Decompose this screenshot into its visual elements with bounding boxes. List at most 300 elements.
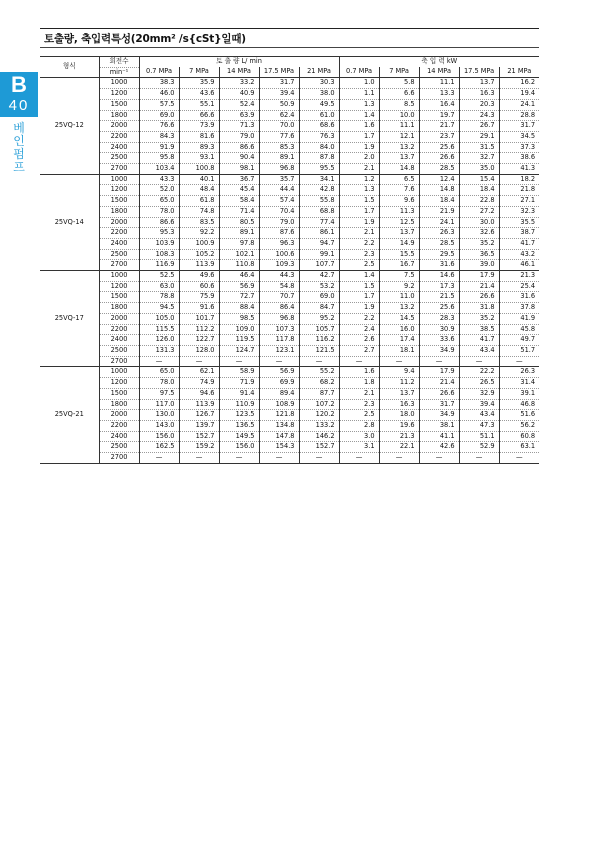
power-cell: 26.6 bbox=[419, 153, 459, 164]
power-cell: 6.6 bbox=[379, 89, 419, 100]
power-cell: 11.1 bbox=[379, 121, 419, 132]
power-cell: 16.3 bbox=[459, 89, 499, 100]
not-available-dash: — bbox=[475, 453, 483, 462]
rpm-cell: 2000 bbox=[99, 217, 139, 228]
power-cell: 17.4 bbox=[379, 335, 419, 346]
power-cell: 43.2 bbox=[499, 249, 539, 260]
discharge-cell: 34.1 bbox=[299, 174, 339, 185]
discharge-cell: 147.8 bbox=[259, 431, 299, 442]
discharge-cell: 72.7 bbox=[219, 292, 259, 303]
power-cell: 26.6 bbox=[459, 292, 499, 303]
power-cell: 26.3 bbox=[499, 367, 539, 378]
power-cell: 2.5 bbox=[339, 410, 379, 421]
discharge-cell: 76.3 bbox=[299, 131, 339, 142]
section-label-char: 프 bbox=[13, 160, 25, 174]
power-cell: 26.3 bbox=[419, 228, 459, 239]
discharge-cell: 86.6 bbox=[219, 142, 259, 153]
discharge-cell: 93.1 bbox=[179, 153, 219, 164]
power-cell: 26.5 bbox=[459, 378, 499, 389]
power-cell: 28.3 bbox=[419, 313, 459, 324]
table-row bbox=[40, 110, 539, 121]
rpm-cell: 2700 bbox=[99, 164, 139, 175]
not-available-dash: — bbox=[475, 356, 483, 365]
power-cell: 19.7 bbox=[419, 110, 459, 121]
power-cell: 45.8 bbox=[499, 324, 539, 335]
discharge-cell: 136.5 bbox=[219, 420, 259, 431]
table-row bbox=[40, 78, 539, 89]
not-available-dash: — bbox=[395, 356, 403, 365]
discharge-cell: 131.3 bbox=[139, 345, 179, 356]
discharge-cell: 55.1 bbox=[179, 99, 219, 110]
discharge-cell: 119.5 bbox=[219, 335, 259, 346]
power-cell: 51.1 bbox=[459, 431, 499, 442]
discharge-cell: 120.2 bbox=[299, 410, 339, 421]
power-cell: 1.9 bbox=[339, 217, 379, 228]
power-cell: 18.2 bbox=[499, 174, 539, 185]
discharge-cell: 89.1 bbox=[219, 228, 259, 239]
not-available-dash: — bbox=[195, 453, 203, 462]
power-cell: 21.9 bbox=[419, 206, 459, 217]
power-cell: 29.1 bbox=[459, 131, 499, 142]
power-cell: 21.7 bbox=[419, 121, 459, 132]
power-cell: 20.3 bbox=[459, 99, 499, 110]
discharge-cell: 96.8 bbox=[259, 313, 299, 324]
power-cell: 46.1 bbox=[499, 260, 539, 271]
power-cell: 25.6 bbox=[419, 303, 459, 314]
rpm-cell: 1800 bbox=[99, 303, 139, 314]
not-available-dash: — bbox=[155, 356, 163, 365]
page-title: 토출량, 축입력특성(20mm² /s{cSt}일때) bbox=[44, 33, 246, 45]
rpm-cell: 2500 bbox=[99, 442, 139, 453]
pressure-header: 0.7 MPa bbox=[139, 67, 179, 78]
discharge-cell: 159.2 bbox=[179, 442, 219, 453]
discharge-cell: 33.2 bbox=[219, 78, 259, 89]
not-available-dash: — bbox=[155, 453, 163, 462]
discharge-cell: 74.8 bbox=[179, 206, 219, 217]
power-cell: 14.6 bbox=[419, 271, 459, 282]
table-row bbox=[40, 271, 539, 282]
rpm-cell: 1500 bbox=[99, 196, 139, 207]
power-cell: 1.0 bbox=[339, 78, 379, 89]
discharge-cell: 91.4 bbox=[219, 388, 259, 399]
discharge-cell: 31.7 bbox=[259, 78, 299, 89]
discharge-cell: 89.1 bbox=[259, 153, 299, 164]
power-cell: 15.4 bbox=[459, 174, 499, 185]
discharge-cell: 81.6 bbox=[179, 131, 219, 142]
table-row bbox=[40, 153, 539, 164]
discharge-cell: 44.3 bbox=[259, 271, 299, 282]
discharge-cell: 46.4 bbox=[219, 271, 259, 282]
table-row bbox=[40, 410, 539, 421]
discharge-cell: 99.1 bbox=[299, 249, 339, 260]
power-cell: 2.2 bbox=[339, 313, 379, 324]
power-cell: 13.7 bbox=[459, 78, 499, 89]
power-cell: 16.0 bbox=[379, 324, 419, 335]
power-cell: 52.9 bbox=[459, 442, 499, 453]
power-cell bbox=[379, 356, 419, 367]
pressure-header: 21 MPa bbox=[499, 67, 539, 78]
power-cell: 31.7 bbox=[499, 121, 539, 132]
table-row bbox=[40, 431, 539, 442]
discharge-cell bbox=[139, 356, 179, 367]
discharge-cell: 40.9 bbox=[219, 89, 259, 100]
discharge-cell: 112.2 bbox=[179, 324, 219, 335]
discharge-cell: 94.5 bbox=[139, 303, 179, 314]
model-cell: 25VQ-14 bbox=[40, 174, 99, 270]
power-cell: 18.4 bbox=[419, 196, 459, 207]
table-row bbox=[40, 442, 539, 453]
discharge-cell: 70.4 bbox=[259, 206, 299, 217]
table-row bbox=[40, 121, 539, 132]
discharge-cell: 42.7 bbox=[299, 271, 339, 282]
power-cell: 1.5 bbox=[339, 196, 379, 207]
discharge-cell: 46.0 bbox=[139, 89, 179, 100]
power-cell: 2.4 bbox=[339, 324, 379, 335]
power-cell: 51.7 bbox=[499, 345, 539, 356]
discharge-cell: 63.0 bbox=[139, 281, 179, 292]
power-cell: 5.8 bbox=[379, 78, 419, 89]
discharge-cell: 43.3 bbox=[139, 174, 179, 185]
power-cell: 24.1 bbox=[419, 217, 459, 228]
power-cell: 23.7 bbox=[419, 131, 459, 142]
rpm-cell: 2500 bbox=[99, 345, 139, 356]
header-row-2 bbox=[40, 67, 539, 78]
power-cell: 1.7 bbox=[339, 206, 379, 217]
discharge-cell: 69.0 bbox=[299, 292, 339, 303]
discharge-cell: 156.0 bbox=[219, 442, 259, 453]
section-label-char: 베 bbox=[13, 121, 25, 135]
rpm-cell: 1000 bbox=[99, 367, 139, 378]
power-cell: 1.2 bbox=[339, 174, 379, 185]
discharge-cell: 146.2 bbox=[299, 431, 339, 442]
discharge-cell: 107.3 bbox=[259, 324, 299, 335]
header-row-1 bbox=[40, 57, 539, 68]
power-cell: 2.3 bbox=[339, 399, 379, 410]
table-row bbox=[40, 367, 539, 378]
discharge-cell: 95.3 bbox=[139, 228, 179, 239]
discharge-cell: 71.3 bbox=[219, 121, 259, 132]
discharge-cell: 79.0 bbox=[259, 217, 299, 228]
discharge-cell: 50.9 bbox=[259, 99, 299, 110]
power-cell: 33.6 bbox=[419, 335, 459, 346]
power-cell bbox=[379, 453, 419, 464]
discharge-cell: 116.2 bbox=[299, 335, 339, 346]
discharge-cell: 70.7 bbox=[259, 292, 299, 303]
power-cell: 31.6 bbox=[419, 260, 459, 271]
rpm-cell: 2000 bbox=[99, 410, 139, 421]
power-cell: 26.7 bbox=[459, 121, 499, 132]
title-bottom-rule bbox=[40, 47, 539, 48]
discharge-cell: 43.6 bbox=[179, 89, 219, 100]
discharge-cell: 57.4 bbox=[259, 196, 299, 207]
power-cell: 16.4 bbox=[419, 99, 459, 110]
discharge-cell: 116.9 bbox=[139, 260, 179, 271]
pressure-header: 14 MPa bbox=[219, 67, 259, 78]
discharge-cell: 79.0 bbox=[219, 131, 259, 142]
discharge-cell: 35.9 bbox=[179, 78, 219, 89]
power-cell: 29.5 bbox=[419, 249, 459, 260]
rpm-cell: 1000 bbox=[99, 78, 139, 89]
rpm-unit-header: min⁻¹ bbox=[99, 67, 139, 78]
table-row bbox=[40, 303, 539, 314]
power-cell: 13.2 bbox=[379, 142, 419, 153]
discharge-cell: 105.2 bbox=[179, 249, 219, 260]
discharge-cell: 36.7 bbox=[219, 174, 259, 185]
pressure-header: 7 MPa bbox=[379, 67, 419, 78]
table-row bbox=[40, 174, 539, 185]
rpm-cell: 2700 bbox=[99, 356, 139, 367]
power-cell: 41.7 bbox=[499, 238, 539, 249]
discharge-cell: 75.9 bbox=[179, 292, 219, 303]
table-row bbox=[40, 206, 539, 217]
power-cell: 30.9 bbox=[419, 324, 459, 335]
rpm-cell: 1200 bbox=[99, 281, 139, 292]
rpm-cell: 2500 bbox=[99, 249, 139, 260]
power-cell: 10.0 bbox=[379, 110, 419, 121]
discharge-cell: 152.7 bbox=[299, 442, 339, 453]
discharge-cell: 55.2 bbox=[299, 367, 339, 378]
power-cell bbox=[459, 453, 499, 464]
discharge-cell: 103.4 bbox=[139, 164, 179, 175]
table-row bbox=[40, 228, 539, 239]
discharge-cell: 76.6 bbox=[139, 121, 179, 132]
rpm-cell: 2200 bbox=[99, 324, 139, 335]
table-row bbox=[40, 324, 539, 335]
power-cell: 17.3 bbox=[419, 281, 459, 292]
power-cell bbox=[419, 453, 459, 464]
discharge-cell: 61.8 bbox=[179, 196, 219, 207]
power-cell: 39.4 bbox=[459, 399, 499, 410]
discharge-cell: 53.2 bbox=[299, 281, 339, 292]
discharge-cell: 152.7 bbox=[179, 431, 219, 442]
discharge-cell: 55.8 bbox=[299, 196, 339, 207]
power-cell: 35.2 bbox=[459, 313, 499, 324]
power-cell bbox=[499, 356, 539, 367]
power-cell: 32.3 bbox=[499, 206, 539, 217]
power-cell: 47.3 bbox=[459, 420, 499, 431]
power-cell bbox=[339, 356, 379, 367]
spec-table bbox=[40, 56, 539, 464]
discharge-cell bbox=[259, 453, 299, 464]
power-cell: 2.1 bbox=[339, 228, 379, 239]
power-cell: 9.2 bbox=[379, 281, 419, 292]
power-cell: 21.4 bbox=[419, 378, 459, 389]
not-available-dash: — bbox=[235, 356, 243, 365]
power-cell: 27.1 bbox=[499, 196, 539, 207]
discharge-cell: 109.0 bbox=[219, 324, 259, 335]
power-cell: 18.1 bbox=[379, 345, 419, 356]
power-cell: 1.4 bbox=[339, 271, 379, 282]
discharge-cell: 44.4 bbox=[259, 185, 299, 196]
discharge-cell: 56.9 bbox=[259, 367, 299, 378]
discharge-group-header: 토 출 량 L/ min bbox=[139, 57, 339, 68]
power-cell: 25.6 bbox=[419, 142, 459, 153]
power-cell: 1.5 bbox=[339, 281, 379, 292]
section-label-vertical bbox=[12, 122, 26, 174]
table-row bbox=[40, 164, 539, 175]
page-number: 40 bbox=[8, 97, 30, 114]
discharge-cell: 117.8 bbox=[259, 335, 299, 346]
discharge-cell: 113.9 bbox=[179, 399, 219, 410]
not-available-dash: — bbox=[435, 453, 443, 462]
discharge-cell: 113.9 bbox=[179, 260, 219, 271]
discharge-cell: 115.5 bbox=[139, 324, 179, 335]
discharge-cell: 100.9 bbox=[179, 238, 219, 249]
table-row bbox=[40, 292, 539, 303]
discharge-cell: 121.8 bbox=[259, 410, 299, 421]
power-cell: 11.1 bbox=[419, 78, 459, 89]
table-row bbox=[40, 420, 539, 431]
not-available-dash: — bbox=[516, 453, 523, 462]
rpm-cell: 1200 bbox=[99, 378, 139, 389]
discharge-cell: 128.0 bbox=[179, 345, 219, 356]
discharge-cell: 65.0 bbox=[139, 367, 179, 378]
power-cell: 22.2 bbox=[459, 367, 499, 378]
rpm-cell: 1800 bbox=[99, 110, 139, 121]
table-row bbox=[40, 217, 539, 228]
not-available-dash: — bbox=[315, 356, 323, 365]
discharge-cell: 45.4 bbox=[219, 185, 259, 196]
discharge-cell: 73.9 bbox=[179, 121, 219, 132]
power-cell: 51.6 bbox=[499, 410, 539, 421]
section-badge bbox=[0, 72, 38, 117]
rpm-cell: 2400 bbox=[99, 431, 139, 442]
rpm-cell: 2000 bbox=[99, 313, 139, 324]
section-label-char: 인 bbox=[13, 134, 25, 148]
power-cell: 1.3 bbox=[339, 185, 379, 196]
table-row bbox=[40, 345, 539, 356]
discharge-cell: 68.8 bbox=[299, 206, 339, 217]
pressure-header: 21 MPa bbox=[299, 67, 339, 78]
discharge-cell: 98.5 bbox=[219, 313, 259, 324]
discharge-cell: 126.7 bbox=[179, 410, 219, 421]
power-cell: 37.3 bbox=[499, 142, 539, 153]
rpm-cell: 1200 bbox=[99, 185, 139, 196]
table-row bbox=[40, 453, 539, 464]
discharge-cell: 123.5 bbox=[219, 410, 259, 421]
rpm-cell: 2200 bbox=[99, 131, 139, 142]
spec-table-body bbox=[40, 78, 539, 463]
discharge-cell: 94.7 bbox=[299, 238, 339, 249]
discharge-cell: 154.3 bbox=[259, 442, 299, 453]
power-cell: 1.7 bbox=[339, 131, 379, 142]
power-cell: 41.3 bbox=[499, 164, 539, 175]
discharge-cell: 52.5 bbox=[139, 271, 179, 282]
discharge-cell: 91.9 bbox=[139, 142, 179, 153]
power-cell: 43.4 bbox=[459, 345, 499, 356]
power-cell: 2.6 bbox=[339, 335, 379, 346]
discharge-cell: 71.4 bbox=[219, 206, 259, 217]
discharge-cell: 52.4 bbox=[219, 99, 259, 110]
discharge-cell: 86.1 bbox=[299, 228, 339, 239]
power-cell: 42.6 bbox=[419, 442, 459, 453]
discharge-cell: 110.9 bbox=[219, 399, 259, 410]
rpm-cell: 2200 bbox=[99, 420, 139, 431]
power-cell: 38.7 bbox=[499, 228, 539, 239]
table-row bbox=[40, 260, 539, 271]
power-cell: 12.4 bbox=[419, 174, 459, 185]
discharge-cell: 30.3 bbox=[299, 78, 339, 89]
rpm-cell: 2400 bbox=[99, 238, 139, 249]
power-cell: 46.8 bbox=[499, 399, 539, 410]
discharge-cell: 156.0 bbox=[139, 431, 179, 442]
model-cell: 25VQ-17 bbox=[40, 271, 99, 367]
power-cell: 21.3 bbox=[379, 431, 419, 442]
power-cell: 1.9 bbox=[339, 142, 379, 153]
power-cell: 25.4 bbox=[499, 281, 539, 292]
not-available-dash: — bbox=[355, 453, 363, 462]
power-cell: 21.8 bbox=[499, 185, 539, 196]
discharge-cell: 40.1 bbox=[179, 174, 219, 185]
table-row bbox=[40, 281, 539, 292]
power-cell: 34.5 bbox=[499, 131, 539, 142]
power-cell: 18.4 bbox=[459, 185, 499, 196]
power-cell: 32.6 bbox=[459, 228, 499, 239]
discharge-cell: 87.8 bbox=[299, 153, 339, 164]
power-cell: 12.1 bbox=[379, 131, 419, 142]
power-cell: 32.9 bbox=[459, 388, 499, 399]
discharge-cell: 87.7 bbox=[299, 388, 339, 399]
discharge-cell: 68.2 bbox=[299, 378, 339, 389]
discharge-cell bbox=[219, 356, 259, 367]
model-cell: 25VQ-12 bbox=[40, 78, 99, 174]
discharge-cell: 134.8 bbox=[259, 420, 299, 431]
power-cell: 13.7 bbox=[379, 228, 419, 239]
discharge-cell: 86.6 bbox=[139, 217, 179, 228]
discharge-cell bbox=[139, 453, 179, 464]
not-available-dash: — bbox=[275, 453, 283, 462]
title-top-rule bbox=[40, 28, 539, 29]
power-cell: 1.3 bbox=[339, 99, 379, 110]
discharge-cell bbox=[299, 356, 339, 367]
power-cell: 13.2 bbox=[379, 303, 419, 314]
discharge-cell: 58.4 bbox=[219, 196, 259, 207]
discharge-cell: 98.1 bbox=[219, 164, 259, 175]
power-cell: 12.5 bbox=[379, 217, 419, 228]
pressure-header: 7 MPa bbox=[179, 67, 219, 78]
rpm-cell: 2700 bbox=[99, 260, 139, 271]
table-row bbox=[40, 142, 539, 153]
power-cell: 63.1 bbox=[499, 442, 539, 453]
discharge-cell: 60.6 bbox=[179, 281, 219, 292]
discharge-cell: 117.0 bbox=[139, 399, 179, 410]
discharge-cell: 123.1 bbox=[259, 345, 299, 356]
discharge-cell: 97.8 bbox=[219, 238, 259, 249]
discharge-cell: 66.6 bbox=[179, 110, 219, 121]
rpm-cell: 1800 bbox=[99, 399, 139, 410]
table-row bbox=[40, 388, 539, 399]
discharge-cell: 95.2 bbox=[299, 313, 339, 324]
power-cell: 35.2 bbox=[459, 238, 499, 249]
power-cell: 35.0 bbox=[459, 164, 499, 175]
discharge-cell: 61.0 bbox=[299, 110, 339, 121]
power-cell: 31.5 bbox=[459, 142, 499, 153]
discharge-cell: 52.0 bbox=[139, 185, 179, 196]
power-cell: 2.3 bbox=[339, 249, 379, 260]
discharge-cell: 96.3 bbox=[259, 238, 299, 249]
not-available-dash: — bbox=[195, 356, 203, 365]
power-cell: 31.7 bbox=[419, 399, 459, 410]
power-cell: 3.1 bbox=[339, 442, 379, 453]
power-cell: 2.2 bbox=[339, 238, 379, 249]
power-cell: 8.5 bbox=[379, 99, 419, 110]
power-cell: 38.6 bbox=[499, 153, 539, 164]
discharge-cell: 39.4 bbox=[259, 89, 299, 100]
discharge-cell: 56.9 bbox=[219, 281, 259, 292]
discharge-cell: 105.7 bbox=[299, 324, 339, 335]
discharge-cell: 139.7 bbox=[179, 420, 219, 431]
table-row bbox=[40, 131, 539, 142]
